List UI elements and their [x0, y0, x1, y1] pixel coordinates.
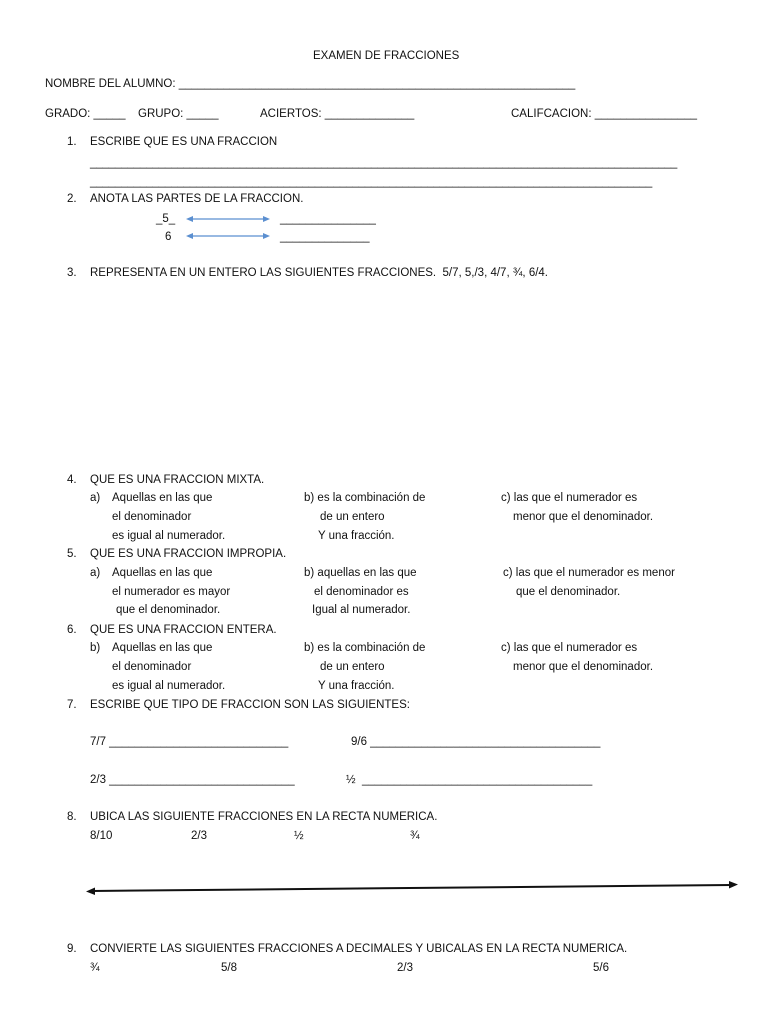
option-a-text: Aquellas en las que	[112, 642, 213, 654]
question-number: 4.	[67, 474, 77, 486]
question-number: 7.	[67, 699, 77, 711]
fraction-label: ¾	[90, 962, 100, 974]
question-number: 5.	[67, 548, 77, 560]
grade-score-field[interactable]: CALIFCACION: ________________	[511, 108, 698, 120]
option-c-text: que el denominador.	[516, 586, 621, 598]
option-b-text: b) es la combinación de	[304, 642, 426, 654]
grade-field[interactable]: GRADO: _____	[45, 108, 126, 120]
option-a-text: que el denominador.	[116, 604, 221, 616]
question-5-text: QUE ES UNA FRACCION IMPROPIA.	[90, 548, 287, 560]
option-c-text: menor que el denominador.	[513, 661, 654, 673]
fraction-label: 5/6	[593, 962, 609, 974]
student-name-field[interactable]: NOMBRE DEL ALUMNO: ______________________________________________________________	[45, 78, 576, 90]
question-6-text: QUE ES UNA FRACCION ENTERA.	[90, 624, 277, 636]
answer-line[interactable]: ______________	[280, 231, 370, 243]
fraction-label: 2/3	[397, 962, 413, 974]
question-number: 8.	[67, 811, 77, 823]
option-label: b)	[90, 642, 101, 654]
question-number: 6.	[67, 624, 77, 636]
question-number: 1.	[67, 136, 77, 148]
option-b-text: b) aquellas en las que	[304, 567, 417, 579]
option-c-text: c) las que el numerador es	[501, 642, 638, 654]
fraction-label: 5/8	[221, 962, 237, 974]
option-b-text: el denominador es	[314, 586, 409, 598]
option-b-text: de un entero	[320, 511, 385, 523]
question-9-text: CONVIERTE LAS SIGUIENTES FRACCIONES A DECIMALES Y UBICALAS EN LA RECTA NUMERICA.	[90, 943, 628, 955]
option-c-text: c) las que el numerador es	[501, 492, 638, 504]
question-2-text: ANOTA LAS PARTES DE LA FRACCION.	[90, 193, 304, 205]
double-arrow-icon	[186, 231, 270, 241]
question-3-text: REPRESENTA EN UN ENTERO LAS SIGUIENTES FRACCIONES. 5/7, 5,/3, 4/7, ¾, 6/4.	[90, 267, 549, 279]
fraction-type-item[interactable]: 9/6 ____________________________________	[351, 736, 601, 748]
option-a-text: es igual al numerador.	[112, 680, 226, 692]
question-number: 3.	[67, 267, 77, 279]
option-label: a)	[90, 492, 101, 504]
fraction-label: 8/10	[90, 830, 113, 842]
question-1-text: ESCRIBE QUE ES UNA FRACCION	[90, 136, 278, 148]
option-a-text: el numerador es mayor	[112, 586, 231, 598]
option-a-text: Aquellas en las que	[112, 567, 213, 579]
option-a-text: es igual al numerador.	[112, 530, 226, 542]
option-a-text: el denominador	[112, 661, 192, 673]
answer-line[interactable]: ______________________________________________________________________________________________	[90, 157, 678, 169]
question-7-text: ESCRIBE QUE TIPO DE FRACCION SON LAS SIGUIENTES:	[90, 699, 410, 711]
fraction-type-item[interactable]: ½ ____________________________________	[346, 774, 593, 786]
number-line[interactable]	[86, 878, 740, 896]
question-8-text: UBICA LAS SIGUIENTE FRACCIONES EN LA RECTA NUMERICA.	[90, 811, 438, 823]
option-b-text: Y una fracción.	[318, 530, 395, 542]
fraction-label: ½	[294, 830, 304, 842]
answer-line[interactable]: _______________	[280, 213, 376, 225]
option-c-text: c) las que el numerador es menor	[503, 567, 675, 579]
answer-line[interactable]: __________________________________________________________________________________________	[90, 176, 653, 188]
fraction-label: ¾	[410, 830, 420, 842]
option-b-text: Igual al numerador.	[312, 604, 411, 616]
double-arrow-icon	[186, 214, 270, 224]
fraction-numerator: _5_	[156, 213, 176, 225]
option-c-text: menor que el denominador.	[513, 511, 654, 523]
fraction-type-item[interactable]: 7/7 ____________________________	[90, 736, 289, 748]
option-a-text: Aquellas en las que	[112, 492, 213, 504]
group-field[interactable]: GRUPO: _____	[138, 108, 219, 120]
fraction-type-item[interactable]: 2/3 _____________________________	[90, 774, 295, 786]
option-b-text: de un entero	[320, 661, 385, 673]
page-title: EXAMEN DE FRACCIONES	[313, 50, 460, 62]
option-b-text: b) es la combinación de	[304, 492, 426, 504]
option-label: a)	[90, 567, 101, 579]
fraction-label: 2/3	[191, 830, 207, 842]
question-number: 2.	[67, 193, 77, 205]
option-b-text: Y una fracción.	[318, 680, 395, 692]
correct-answers-field[interactable]: ACIERTOS: ______________	[260, 108, 415, 120]
fraction-denominator: 6	[165, 231, 172, 243]
question-4-text: QUE ES UNA FRACCION MIXTA.	[90, 474, 265, 486]
question-number: 9.	[67, 943, 77, 955]
option-a-text: el denominador	[112, 511, 192, 523]
